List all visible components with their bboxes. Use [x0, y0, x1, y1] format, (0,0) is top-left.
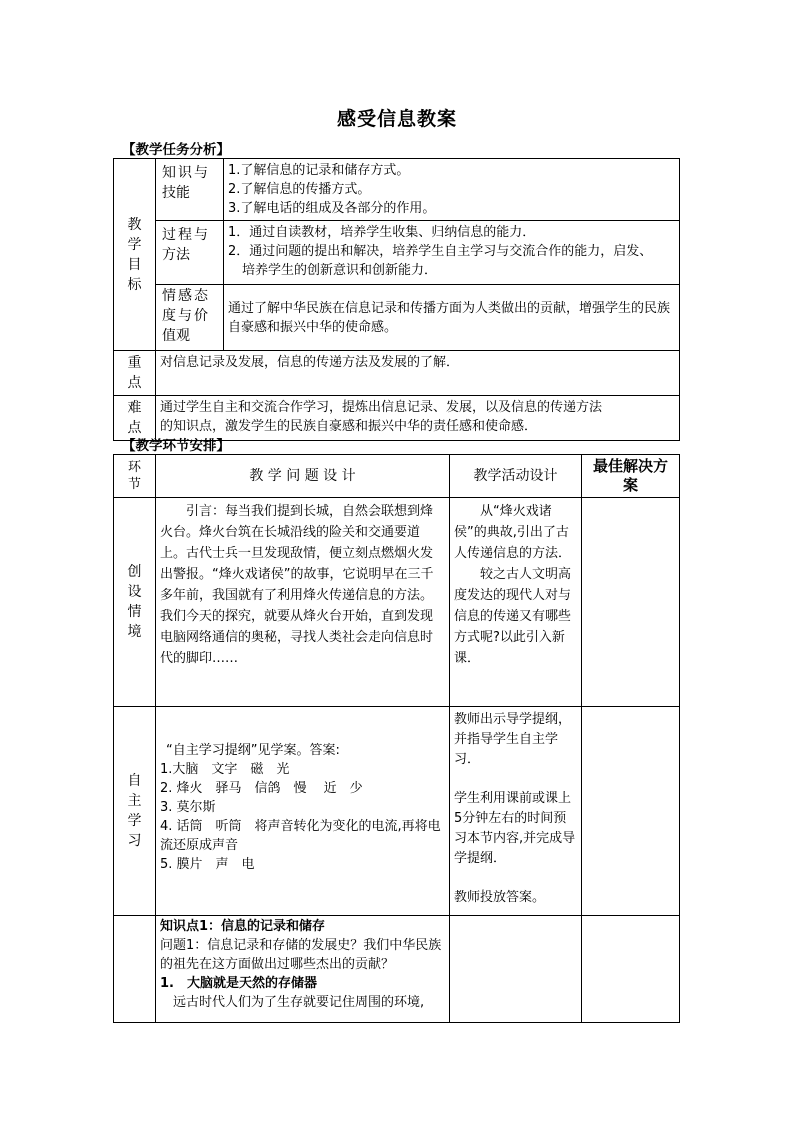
emotion-content: 通过了解中华民族在信息记录和传播方面为人类做出的贡献，增强学生的民族自豪感和振兴中华的使命感。 — [224, 285, 680, 351]
knowledge-content: 1.了解信息的记录和储存方式。 2.了解信息的传播方式。 3.了解电话的组成及各部分的作用。 — [224, 159, 680, 221]
section-heading-teaching-steps: 【教学环节安排】 — [122, 438, 230, 454]
difficult-point-content: 通过学生自主和交流合作学习，提炼出信息记录、发展，以及信息的传递方法 的知识点，激发学生的民族自豪感和振兴中华的责任感和使命感． — [156, 396, 680, 441]
process-content: 1．通过自读教材，培养学生收集、归纳信息的能力． 2．通过问题的提出和解决，培养学生自主学习与交流合作的能力，启发、 培养学生的创新意识和创新能力． — [224, 221, 680, 285]
page-title: 感受信息教案 — [336, 108, 457, 130]
design-introduction: 引言：每当我们提到长城，自然会联想到烽火台。烽火台筑在长城沿线的险关和交通要道上。古代士兵一旦发现敌情，便立刻点燃烟火发出警报。“烽火戏诸侯”的故事，它说明早在三千多年前，我国就有了利用烽火传递信息的方法。我们今天的探究，就要从烽火台开始，直到发现电脑网络通信的奥秘，寻找人类社会走向信息时代的脚印…… — [156, 498, 450, 707]
objectives-label: 教 学 目 标 — [114, 159, 156, 351]
header-stage: 环 节 — [114, 455, 156, 498]
header-design: 教 学 问 题 设 计 — [156, 455, 450, 498]
stage-knowledge-point — [114, 916, 156, 1023]
key-point-label: 重 点 — [114, 351, 156, 396]
activity-knowledge-point — [450, 916, 582, 1023]
best-solution-2 — [582, 707, 680, 916]
teaching-steps-table — [113, 454, 680, 1023]
emotion-label: 情感态 度与价 值观 — [156, 285, 224, 351]
difficult-point-label: 难 点 — [114, 396, 156, 441]
design-self-study: “自主学习提纲”见学案。答案: 1.大脑 文字 磁 光 2. 烽火 驿马 信鸽 慢 近 少 3. 莫尔斯 4. 话筒 听筒 将声音转化为变化的电流,再将电流还原成声音 5. 膜片 声 电 — [156, 707, 450, 916]
key-point-content: 对信息记录及发展，信息的传递方法及发展的了解． — [156, 351, 680, 396]
section-heading-task-analysis: 【教学任务分析】 — [122, 142, 230, 158]
design-knowledge-point: 知识点1：信息的记录和储存 问题1：信息记录和存储的发展史？我们中华民族的祖先在这方面做出过哪些杰出的贡献？ 1. 大脑就是天然的存储器 远古时代人们为了生存就要记住周围的环境, — [156, 916, 450, 1023]
best-solution-1 — [582, 498, 680, 707]
stage-create-scenario: 创 设 情 境 — [114, 498, 156, 707]
header-best-solution: 最佳解决方 案 — [582, 455, 680, 498]
knowledge-label: 知识与 技能 — [156, 159, 224, 221]
activity-introduction: 从“烽火戏诸侯”的典故,引出了古人传递信息的方法． 较之古人文明高度发达的现代人对与信息的传递又有哪些方式呢?以此引入新课． — [450, 498, 582, 707]
header-activity: 教学活动设计 — [450, 455, 582, 498]
task-analysis-table — [113, 158, 680, 441]
activity-self-study: 教师出示导学提纲，并指导学生自主学习． 学生利用课前或课上5分钟左右的时间预习本节内容,并完成导学提纲． 教师投放答案。 — [450, 707, 582, 916]
process-label: 过程与 方法 — [156, 221, 224, 285]
best-solution-3 — [582, 916, 680, 1023]
stage-self-study: 自 主 学 习 — [114, 707, 156, 916]
